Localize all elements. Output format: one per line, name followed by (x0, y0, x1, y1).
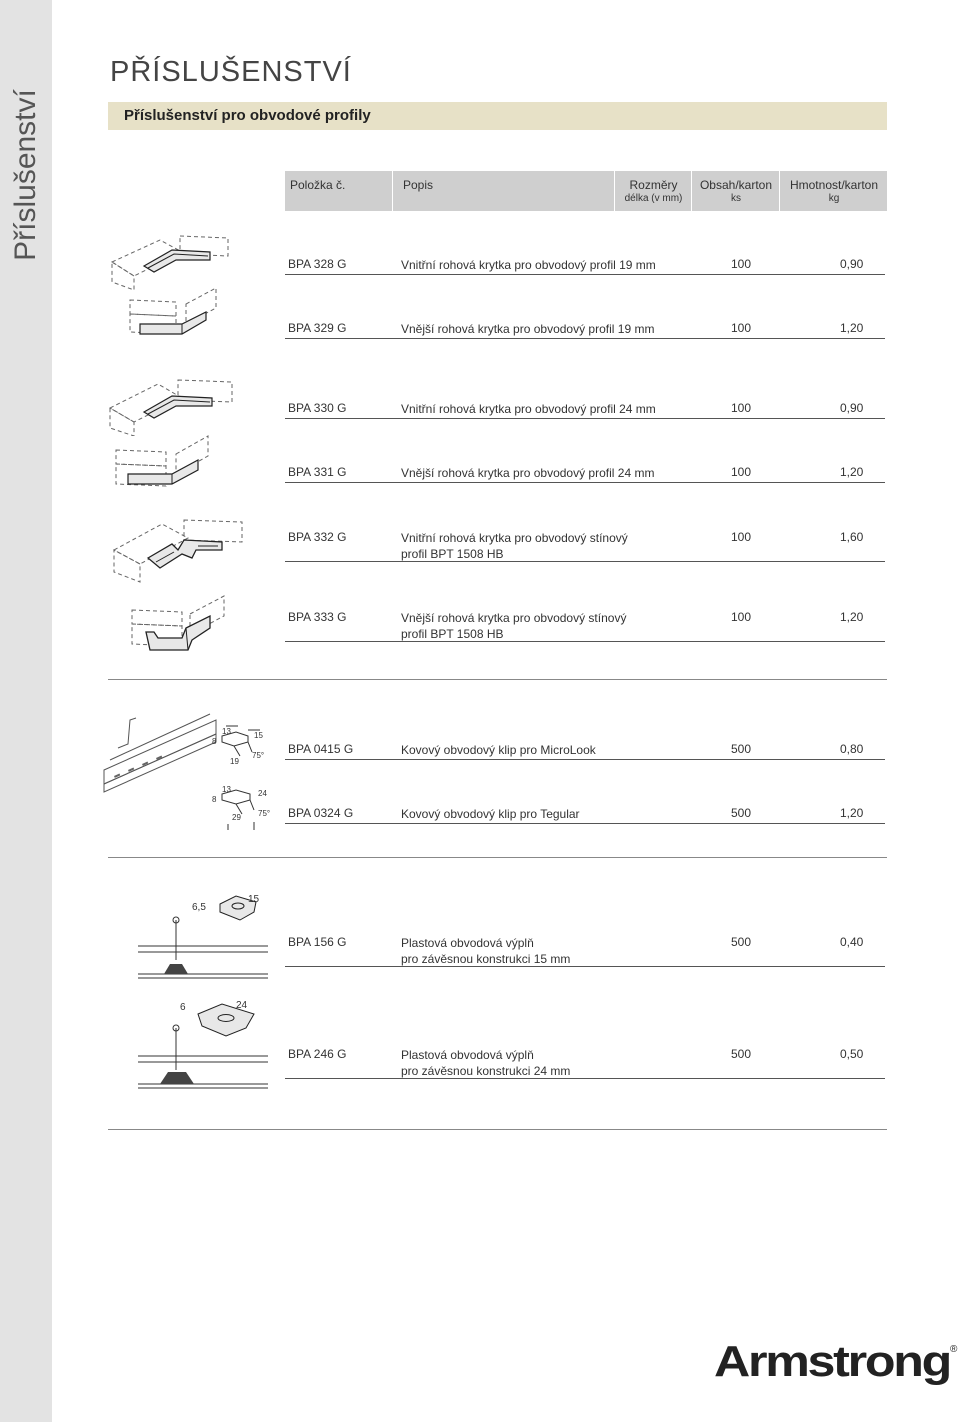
separator (108, 1129, 887, 1130)
header-desc: Popis (392, 171, 615, 211)
header-wt: Hmotnost/karton kg (779, 171, 888, 211)
filler-24-illustration (136, 996, 272, 1096)
dim-label: 75° (258, 809, 271, 818)
outer-corner-cap-19-illustration (126, 284, 236, 342)
dim-label: 8 (212, 737, 217, 746)
dim-label: 15 (248, 894, 260, 905)
dim-label: 8 (212, 795, 217, 804)
dim-label: 29 (232, 813, 241, 822)
armstrong-logo (712, 1330, 960, 1394)
section-title: Příslušenství pro obvodové profily (124, 107, 371, 124)
clip-tegular-diagram (208, 780, 272, 832)
dim-label: 75° (252, 751, 265, 760)
table-row: BPA 0324 G Kovový obvodový klip pro Tegular 500 1,20 (285, 806, 885, 824)
dim-label: 6,5 (192, 902, 206, 913)
dim-label: 24 (258, 789, 267, 798)
inner-corner-cap-24-illustration (108, 376, 240, 436)
table-row: BPA 328 G Vnitřní rohová krytka pro obvodový profil 19 mm 100 0,90 (285, 257, 885, 275)
dim-label: 13 (222, 727, 231, 736)
section-band (108, 102, 887, 130)
dim-label: 6 (180, 1002, 186, 1013)
header-cont: Obsah/karton ks (691, 171, 780, 211)
outer-corner-cap-shadow-illustration (128, 592, 244, 658)
table-row: BPA 156 G Plastová obvodová výplň pro závěsnou konstrukci 15 mm 500 0,40 (285, 935, 885, 967)
dim-label: 15 (254, 731, 263, 740)
clip-microlook-diagram (208, 722, 270, 770)
inner-corner-cap-shadow-illustration (112, 514, 246, 584)
side-bar (0, 0, 52, 1422)
logo-registered: ® (950, 1344, 958, 1355)
table-row: BPA 330 G Vnitřní rohová krytka pro obvodový profil 24 mm 100 0,90 (285, 401, 885, 419)
table-row: BPA 332 G Vnitřní rohová krytka pro obvodový stínový profil BPT 1508 HB 100 1,60 (285, 530, 885, 562)
table-row: BPA 333 G Vnější rohová krytka pro obvodový stínový profil BPT 1508 HB 100 1,20 (285, 610, 885, 642)
outer-corner-cap-24-illustration (112, 430, 232, 494)
table-row: BPA 0415 G Kovový obvodový klip pro MicroLook 500 0,80 (285, 742, 885, 760)
header-dim: Rozměry délka (v mm) (614, 171, 692, 211)
side-label: Příslušenství (9, 89, 42, 261)
table-row: BPA 331 G Vnější rohová krytka pro obvodový profil 24 mm 100 1,20 (285, 465, 885, 483)
table-header (285, 171, 887, 211)
logo-wordmark: Armstrong (714, 1337, 950, 1386)
table-row: BPA 329 G Vnější rohová krytka pro obvodový profil 19 mm 100 1,20 (285, 321, 885, 339)
dim-label: 19 (230, 757, 239, 766)
page-title: PŘÍSLUŠENSTVÍ (110, 56, 352, 88)
microlook-grid-illustration (100, 700, 220, 800)
dim-label: 24 (236, 1000, 248, 1011)
dim-label: 13 (222, 785, 231, 794)
header-item: Položka č. (290, 178, 346, 192)
separator (108, 679, 887, 680)
filler-15-illustration (136, 890, 272, 986)
table-row: BPA 246 G Plastová obvodová výplň pro závěsnou konstrukci 24 mm 500 0,50 (285, 1047, 885, 1079)
separator (108, 857, 887, 858)
inner-corner-cap-19-illustration (110, 232, 240, 290)
